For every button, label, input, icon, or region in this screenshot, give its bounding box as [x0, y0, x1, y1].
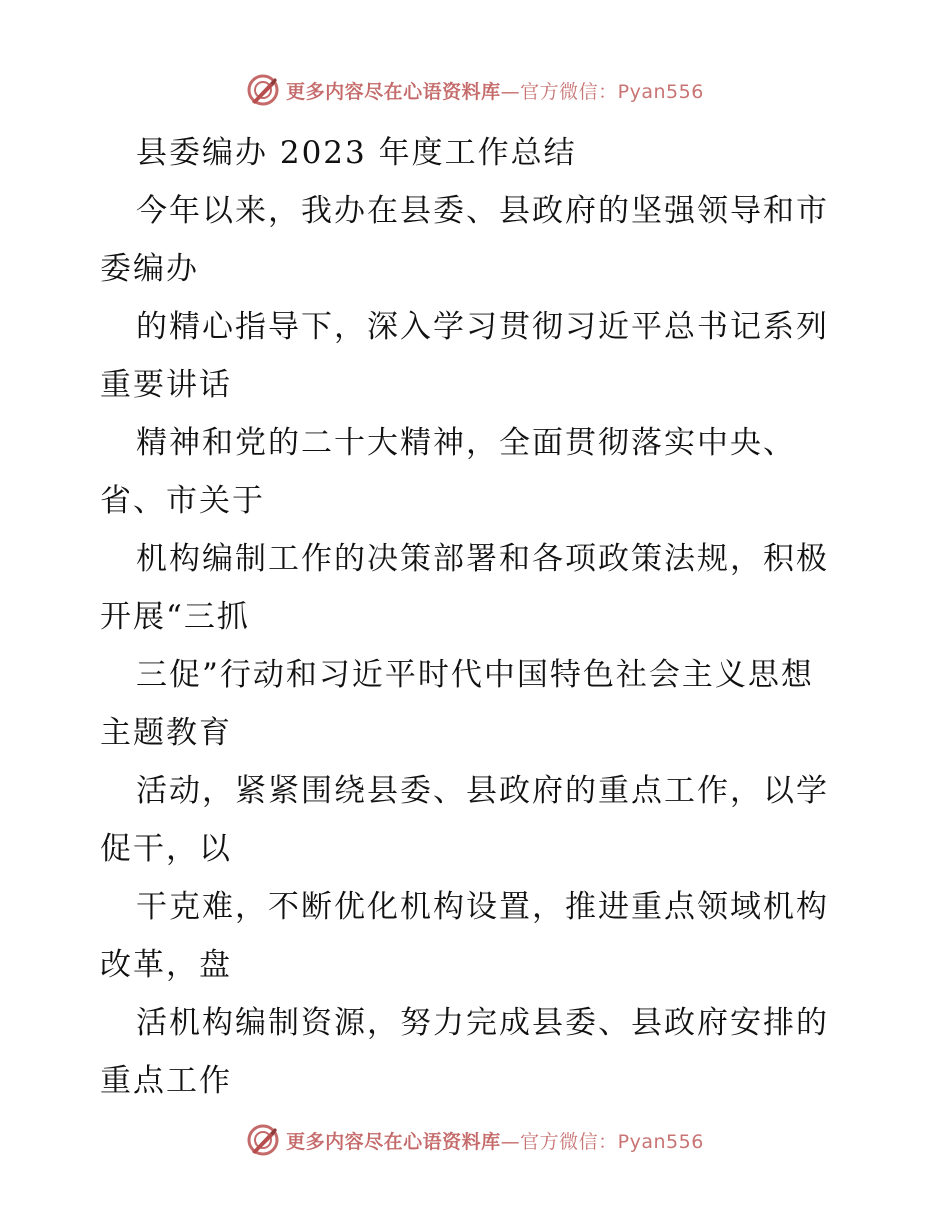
- document-body: [100, 124, 860, 1110]
- paragraph-line: 重点工作: [100, 1063, 232, 1099]
- footer-watermark: [0, 1120, 950, 1160]
- paragraph-line: 委编办: [100, 251, 199, 287]
- paragraph-line: 机构编制工作的决策部署和各项政策法规，积极: [136, 541, 829, 577]
- watermark-contact: 官方微信：Pyan556: [520, 80, 704, 103]
- paragraph-line: 开展“三抓: [100, 599, 250, 635]
- document-title: 县委编办 2023 年度工作总结: [136, 135, 577, 171]
- paragraph-line: 改革，盘: [100, 947, 232, 983]
- paragraph-line: 精神和党的二十大精神，全面贯彻落实中央、: [136, 425, 796, 461]
- watermark-separator: —: [500, 80, 521, 103]
- pen-logo-icon: [246, 1123, 280, 1157]
- watermark-brand: 更多内容尽在心语资料库: [286, 1130, 501, 1153]
- pen-logo-icon: [246, 73, 280, 107]
- paragraph-line: 主题教育: [100, 715, 232, 751]
- paragraph-line: 活动，紧紧围绕县委、县政府的重点工作，以学: [136, 773, 829, 809]
- header-watermark: [0, 70, 950, 110]
- paragraph-line: 干克难，不断优化机构设置，推进重点领域机构: [136, 889, 829, 925]
- paragraph-line: 省、市关于: [100, 483, 265, 519]
- watermark-text: [286, 1127, 704, 1154]
- watermark-contact: 官方微信：Pyan556: [520, 1130, 704, 1153]
- paragraph-line: 活机构编制资源，努力完成县委、县政府安排的: [136, 1005, 829, 1041]
- paragraph-line: 今年以来，我办在县委、县政府的坚强领导和市: [136, 193, 829, 229]
- paragraph-line: 重要讲话: [100, 367, 232, 403]
- watermark-separator: —: [500, 1130, 521, 1153]
- watermark-brand: 更多内容尽在心语资料库: [286, 80, 501, 103]
- paragraph-line: 三促”行动和习近平时代中国特色社会主义思想: [136, 657, 814, 693]
- paragraph-line: 的精心指导下，深入学习贯彻习近平总书记系列: [136, 309, 829, 345]
- watermark-text: [286, 77, 704, 104]
- paragraph-line: 促干，以: [100, 831, 232, 867]
